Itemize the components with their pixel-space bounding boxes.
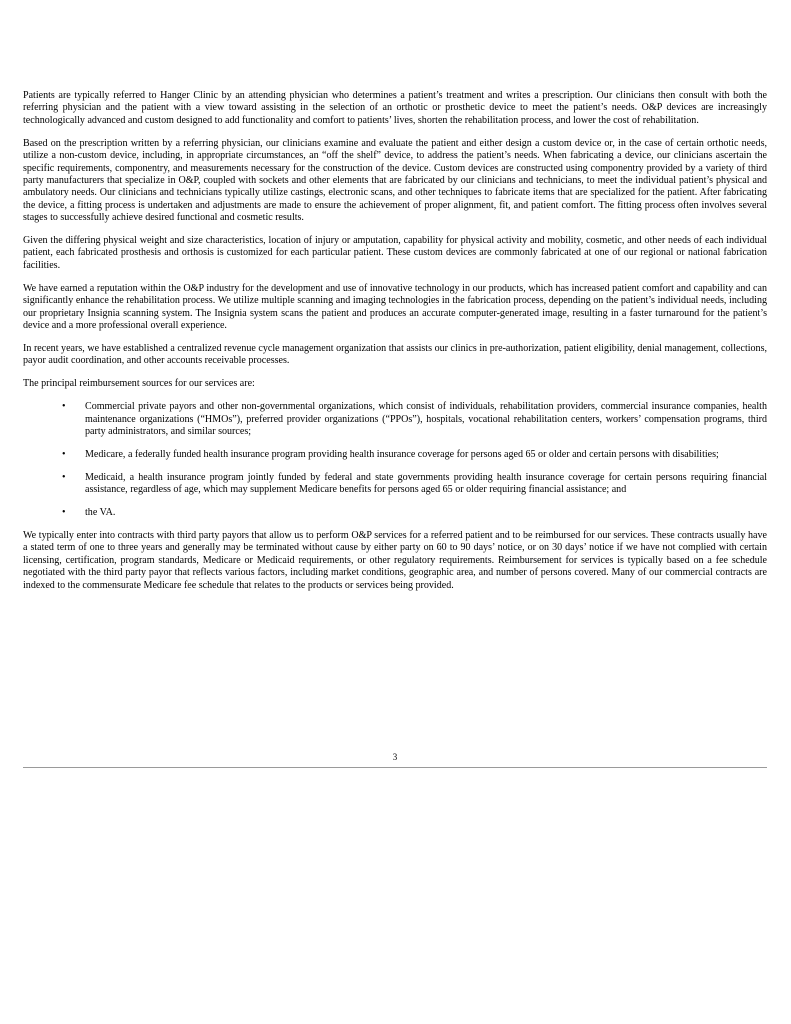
list-item bbox=[23, 449, 767, 461]
list-item bbox=[23, 507, 767, 519]
bullet-icon: • bbox=[62, 401, 66, 413]
list-item bbox=[23, 401, 767, 438]
reimbursement-sources-list bbox=[23, 401, 767, 519]
document-page bbox=[23, 90, 767, 603]
list-item bbox=[23, 472, 767, 497]
footer-divider bbox=[23, 767, 767, 768]
bullet-icon: • bbox=[62, 507, 66, 519]
page-number: 3 bbox=[392, 752, 398, 762]
bullet-icon: • bbox=[62, 448, 66, 460]
paragraph-contracts: We typically enter into contracts with third party payors that allow us to perform O&P services for a referred patient and to be reimbursed for our services. These contracts usually have a stated term of one to three years and generally may be terminated without cause by either party on 60 to 90 days’ notice, or on 30 days’ notice if we have not complied with certain licensing, certification, program standards, Medicare or Medicaid requirements, or other regulatory requirements. Reimbursement for services is typically based on a fee schedule negotiated with the third party payor that reflects various factors, including market conditions, geographic area, and number of persons covered. Many of our commercial contracts are indexed to the commensurate Medicare fee schedule that relates to the products or services being provided. bbox=[23, 529, 767, 591]
list-item-text: Commercial private payors and other non-governmental organizations, which consist of individuals, rehabilitation providers, commercial insurance companies, health maintenance organizations (“HMOs”), preferred provider organizations (“PPOs”), hospitals, vocational rehabilitation centers, workers’ compensation programs, third party administrators, and similar sources; bbox=[85, 401, 767, 437]
paragraph-customization: Given the differing physical weight and size characteristics, location of injury or amputation, capability for physical activity and mobility, cosmetic, and other needs of each individual patient, each fabricated prosthesis and orthosis is customized for each particular patient. These custom devices are commonly fabricated at one of our regional or national fabrication facilities. bbox=[23, 235, 767, 271]
list-item-text: Medicaid, a health insurance program jointly funded by federal and state governments providing health insurance coverage for certain persons requiring financial assistance, regardless of age, which may supplement Medicare benefits for persons aged 65 or older requiring financial assistance; and bbox=[85, 471, 767, 496]
bullet-icon: • bbox=[62, 471, 66, 483]
paragraph-referral: Patients are typically referred to Hanger Clinic by an attending physician who determines a patient’s treatment and writes a prescription. Our clinicians then consult with both the referring physician and the patient with a view toward assisting in the selection of an orthotic or prosthetic device to meet the patient’s needs. O&P devices are increasingly technologically advanced and custom designed to add functionality and comfort to patients’ lives, shorten the rehabilitation process, and lower the cost of rehabilitation. bbox=[23, 90, 767, 126]
paragraph-prescription: Based on the prescription written by a referring physician, our clinicians examine and evaluate the patient and either design a custom device or, in the case of certain orthotic needs, utilize a non-custom device, including, in appropriate circumstances, an “off the shelf” device, to address the patient’s needs. When fabricating a device, our clinicians ascertain the specific requirements, componentry, and measurements necessary for the construction of the device. Custom devices are constructed using componentry provided by a variety of third party manufacturers that specialize in O&P, coupled with sockets and other elements that are fabricated by our clinicians and technicians, to meet the individual patient’s physical and ambulatory needs. Our clinicians and technicians typically utilize castings, electronic scans, and other techniques to fabricate items that are specialized for the patient. After fabricating the device, a fitting process is undertaken and adjustments are made to ensure the achievement of proper alignment, fit, and patient comfort. The fitting process often involves several stages to successfully achieve desired functional and cosmetic results. bbox=[23, 137, 767, 224]
paragraph-revenue-cycle: In recent years, we have established a centralized revenue cycle management organization that assists our clinics in pre-authorization, patient eligibility, denial management, collections, payor audit coordination, and other accounts receivable processes. bbox=[23, 342, 767, 367]
list-item-text: Medicare, a federally funded health insurance program providing health insurance coverage for persons aged 65 or older and certain persons with disabilities; bbox=[85, 448, 719, 460]
paragraph-reimbursement-intro: The principal reimbursement sources for our services are: bbox=[23, 378, 255, 390]
paragraph-technology: We have earned a reputation within the O&P industry for the development and use of innovative technology in our products, which has increased patient comfort and capability and can significantly enhance the rehabilitation process. We utilize multiple scanning and imaging technologies in the fabrication process, depending on the patient’s individual needs, including our proprietary Insignia scanning system. The Insignia system scans the patient and produces an accurate computer-generated image, resulting in a faster turnaround for the patient’s device and a more professional overall experience. bbox=[23, 282, 767, 331]
list-item-text: the VA. bbox=[85, 507, 116, 519]
